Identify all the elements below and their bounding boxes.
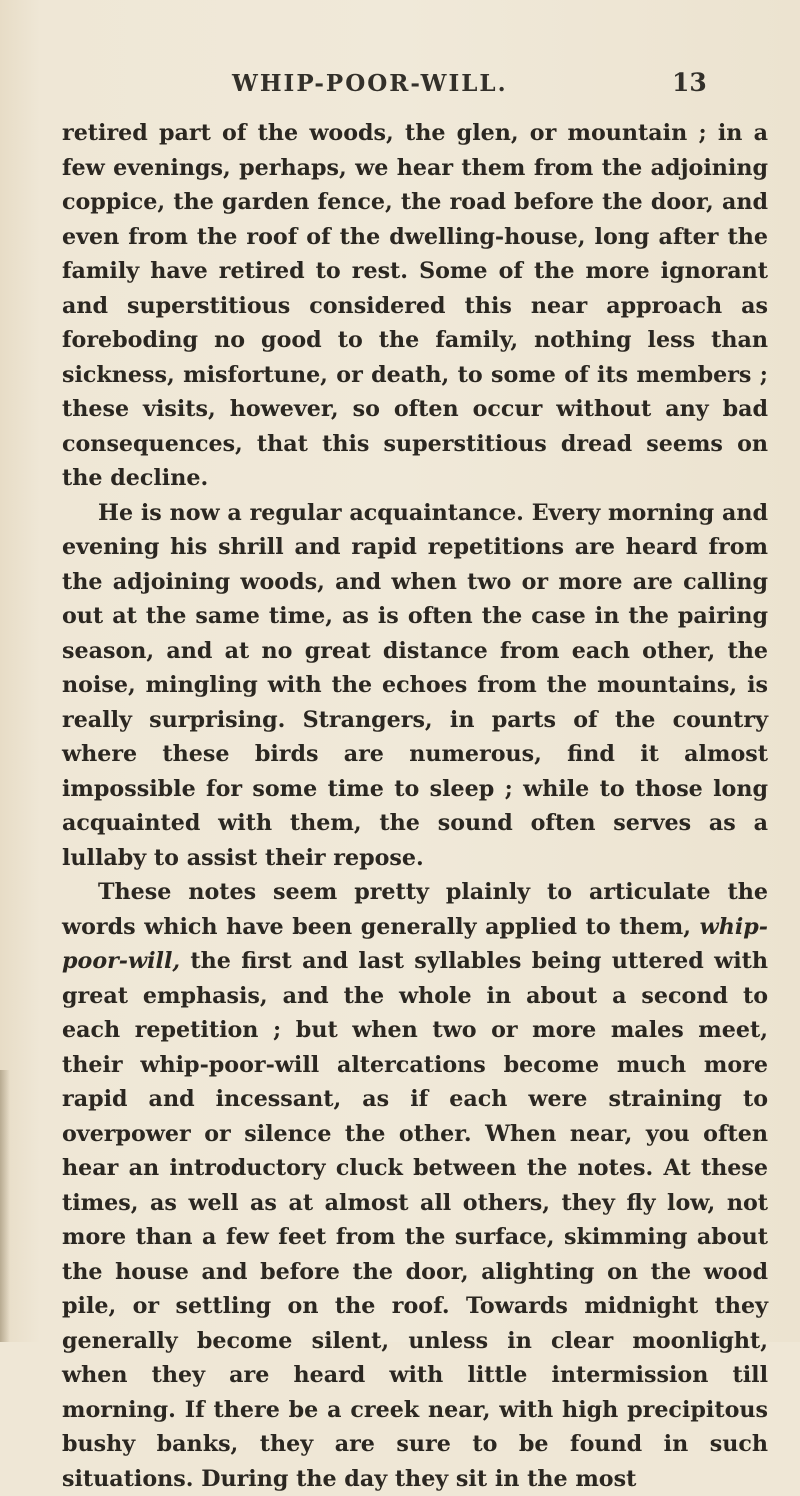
paragraph-3-rest: the first and last syllables being uttered with great emphasis, and the whole in about a second to each repetition ; but when two or more males meet, their whip-poor-will altercations become much more rapid and incessant, as if each were straining to overpower or silence the other. When near, you often hear an introductory cluck between the notes. At these times, as well as at almost all others, they fly low, not more than a few feet from the surface, skimming about the house and before the door, alighting on the wood pile, or settling on the roof. Towards midnight they generally become silent, unless in clear moonlight, when they are heard with little intermission till morning. If there be a creek near, with high precipitous bushy banks, they are sure to be found in such situations. During the day they sit in the most — [62, 948, 768, 1492]
paragraph-1: retired part of the woods, the glen, or mountain ; in a few evenings, perhaps, we hear them from the adjoining coppice, the garden fence, the road before the door, and even from the roof of the dwelling-house, long after the family have retired to rest. Some of the more ignorant and superstitious considered this near approach as foreboding no good to the family, nothing less than sickness, misfortune, or death, to some of its members ; these visits, however, so often occur without any bad consequences, that this superstitious dread seems on the decline. — [62, 120, 768, 491]
paragraph-3-italic: whip-poor-will, — [62, 913, 768, 974]
body-text — [62, 116, 768, 1496]
page-edge-shadow — [0, 1070, 10, 1342]
page-number: 13 — [672, 68, 707, 97]
page-header — [0, 70, 800, 110]
paragraph-3-lead: These notes seem pretty plainly to articulate the words which have been generally applied to them, — [62, 879, 768, 940]
paragraph-2: He is now a regular acquaintance. Every morning and evening his shrill and rapid repetitions are heard from the adjoining woods, and when two or more are calling out at the same time, as is often the case in the pairing season, and at no great distance from each other, the noise, mingling with the echoes from the mountains, is really surprising. Strangers, in parts of the country where these birds are numerous, find it almost impossible for some time to sleep ; while to those long acquainted with them, the sound often serves as a lullaby to assist their repose. — [62, 499, 768, 871]
paragraph-3 — [62, 875, 768, 1496]
running-title: WHIP-POOR-WILL. — [232, 70, 508, 97]
